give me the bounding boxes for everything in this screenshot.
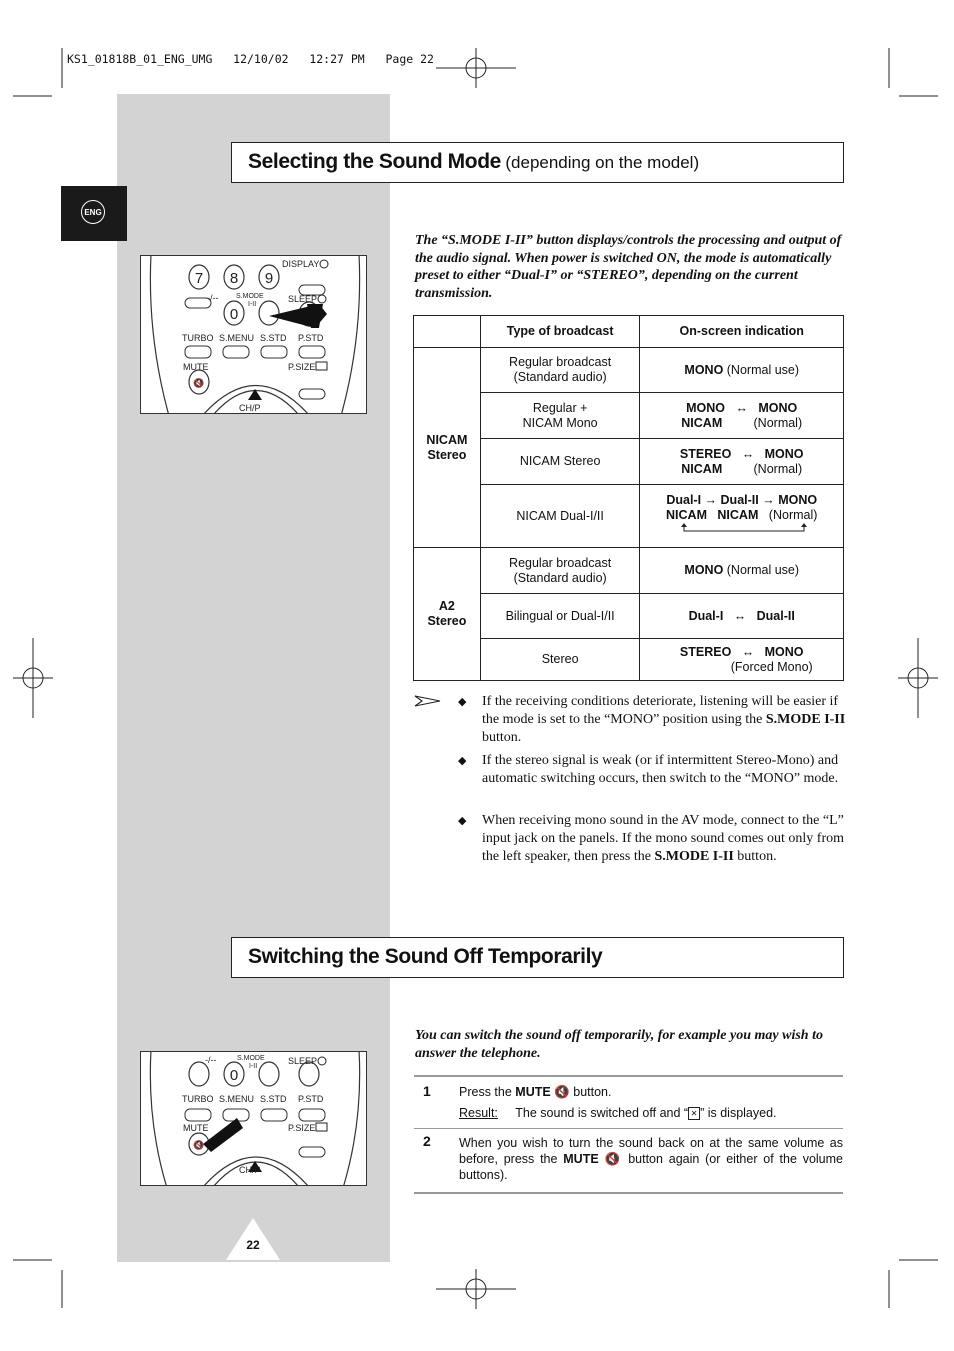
section1-title: Selecting the Sound Mode [248, 150, 501, 173]
step-number: 1 [423, 1083, 431, 1099]
divider [414, 1192, 843, 1194]
notes-list [458, 693, 852, 893]
list-item: ◆ If the stereo signal is weak (or if intermittent Stereo-Mono) and automatic switching occurs, then switch to the “MONO” mode. [458, 753, 839, 786]
key-8: 8 [229, 270, 239, 287]
svg-text:🔇: 🔇 [193, 1140, 205, 1150]
indication-cell: STEREO ↔ MONO NICAM (Normal) [640, 439, 844, 485]
note-arrow-icon [414, 694, 442, 708]
indication-cell: MONO (Normal use) [640, 348, 844, 393]
step-2: 2 When you wish to turn the sound back on at the same volume as before, press the MUTE 🔇 button again (or either of the volume buttons). [423, 1133, 843, 1182]
table-row: Regular broadcast (Standard audio) [480, 548, 640, 594]
svg-text:S.MENU: S.MENU [219, 1094, 255, 1104]
mute-icon: 🔇 [604, 1152, 623, 1166]
indication-cell: STEREO ↔ MONO (Forced Mono) [640, 639, 844, 681]
svg-text:P.SIZE: P.SIZE [288, 1123, 316, 1133]
table-row: Regular + NICAM Mono [480, 393, 640, 439]
list-item: ◆ If the receiving conditions deteriorate, listening will be easier if the mode is set to the “MONO” position using the S.MODE I-II button. [458, 694, 846, 745]
svg-text:P.STD: P.STD [298, 1094, 324, 1104]
svg-text:-/--: -/-- [205, 1055, 217, 1065]
key-0: 0 [229, 306, 239, 323]
table-row: NICAM Dual-I/II [480, 485, 640, 548]
remote-illustration-1 [140, 255, 367, 414]
page-number: 22 [246, 1238, 260, 1252]
language-badge: ENG [81, 200, 105, 224]
table-row: Regular broadcast (Standard audio) [480, 348, 640, 393]
table-header-indication: On-screen indication [640, 316, 844, 348]
section2-title-box [231, 937, 844, 978]
svg-text:MUTE: MUTE [183, 1123, 209, 1133]
table-header-type: Type of broadcast [480, 316, 640, 348]
section2-title: Switching the Sound Off Temporarily [248, 945, 603, 968]
table-row: Bilingual or Dual-I/II [480, 594, 640, 639]
divider [414, 1128, 843, 1129]
section1-intro: The “S.MODE I-II” button displays/controls the processing and output of the audio signal. When power is switched ON, the mode is automatically preset to either “Dual-I” or “STEREO”, depending on the current transmission. [415, 233, 842, 301]
print-header: KS1_01818B_01_ENG_UMG 12/10/02 12:27 PM Page 22 [67, 52, 434, 66]
indication-cell: Dual-I → Dual-II → MONO NICAM NICAM (Normal) [640, 485, 844, 548]
group-nicam: NICAM Stereo [414, 348, 481, 548]
mute-osd-icon: ✕ [688, 1107, 700, 1120]
svg-text:CH/P: CH/P [239, 1165, 261, 1175]
svg-text:P.STD: P.STD [298, 333, 324, 343]
group-a2: A2 Stereo [414, 548, 481, 681]
svg-text:🔇: 🔇 [193, 378, 205, 388]
svg-text:TURBO: TURBO [182, 333, 214, 343]
indication-cell: MONO (Normal use) [640, 548, 844, 594]
step-1: 1 Press the MUTE 🔇 button. Result: The sound is switched off and “ ✕ ” is displayed. [423, 1083, 777, 1120]
svg-text:SLEEP: SLEEP [288, 294, 318, 304]
svg-text:MUTE: MUTE [183, 362, 209, 372]
section1-subtitle: (depending on the model) [505, 153, 700, 172]
svg-text:S.MODE: S.MODE [236, 293, 264, 300]
svg-text:I-II: I-II [249, 1063, 258, 1070]
indication-cell: MONO ↔ MONO NICAM (Normal) [640, 393, 844, 439]
table-row: Stereo [480, 639, 640, 681]
key-9: 9 [264, 270, 274, 287]
svg-text:SLEEP: SLEEP [288, 1056, 318, 1066]
table-header-empty [414, 316, 481, 348]
svg-text:S.STD: S.STD [260, 333, 287, 343]
loop-arrow [662, 523, 822, 535]
svg-text:S.STD: S.STD [260, 1094, 287, 1104]
mute-icon: 🔇 [554, 1085, 570, 1099]
broadcast-table [413, 315, 844, 681]
divider [414, 1075, 843, 1077]
svg-text:I-II: I-II [248, 301, 257, 308]
list-item: ◆ When receiving mono sound in the AV mode, connect to the “L” input jack on the panels. If the mono sound comes out only from the left speaker, then press the S.MODE I-II button. [458, 813, 844, 864]
svg-text:CH/P: CH/P [239, 403, 261, 413]
key-7: 7 [194, 270, 204, 287]
svg-text:S.MENU: S.MENU [219, 333, 255, 343]
remote-illustration-2 [140, 1051, 367, 1186]
indication-cell: Dual-I ↔ Dual-II [640, 594, 844, 639]
svg-text:-/--: -/-- [207, 293, 219, 303]
key-0: 0 [229, 1067, 239, 1084]
svg-text:TURBO: TURBO [182, 1094, 214, 1104]
step-number: 2 [423, 1133, 431, 1149]
svg-text:P.SIZE: P.SIZE [288, 362, 316, 372]
section1-title-box [231, 142, 844, 183]
svg-text:DISPLAY: DISPLAY [282, 259, 320, 269]
table-row: NICAM Stereo [480, 439, 640, 485]
svg-text:S.MODE: S.MODE [237, 1055, 265, 1062]
section2-intro: You can switch the sound off temporarily, for example you may wish to answer the telephone. [415, 1028, 823, 1061]
